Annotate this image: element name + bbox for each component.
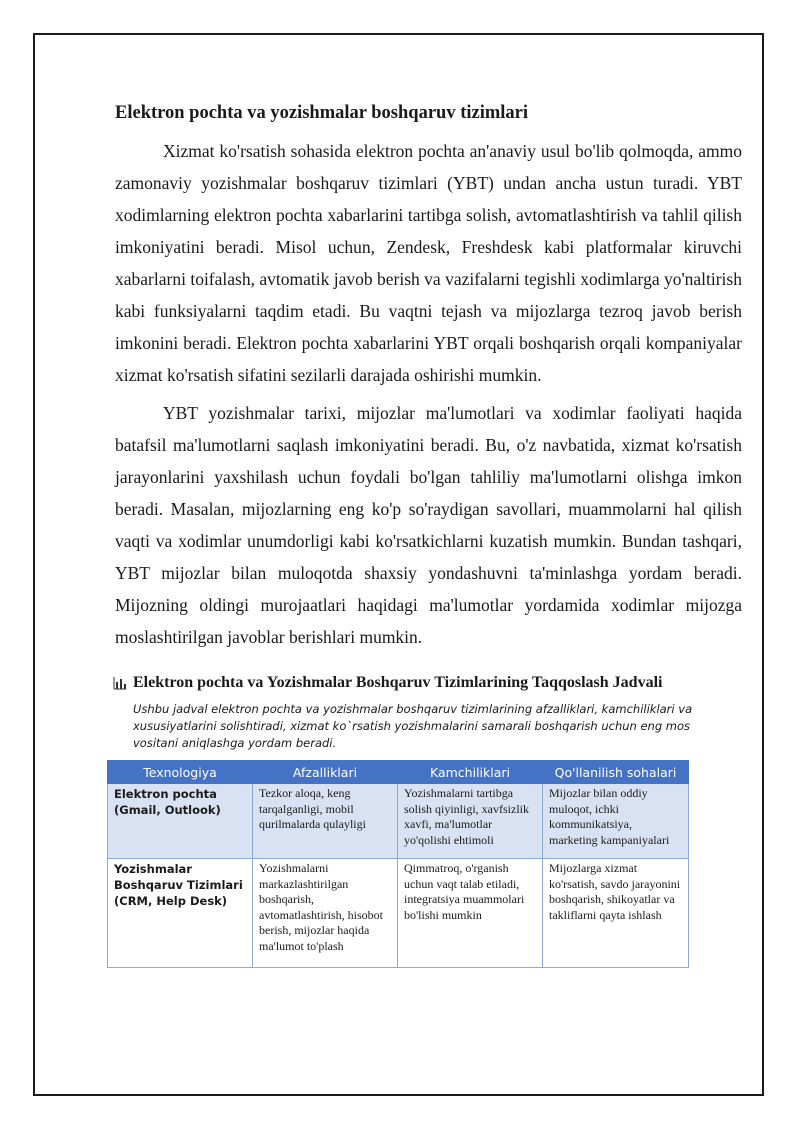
table-caption: Ushbu jadval elektron pochta va yozishmalar boshqaruv tizimlarining afzalliklari, kamchiliklari va xususiyatlarini solishtiradi, xizmat ko`rsatish yozishmalarini samarali boshqarish uchun eng mos vositani aniqlashga yordam beradi. — [133, 702, 693, 750]
header-advantages: Afzalliklari — [253, 761, 398, 784]
table-row — [108, 859, 689, 968]
paragraph-2: YBT yozishmalar tarixi, mijozlar ma'lumotlari va xodimlar faoliyati haqida batafsil ma'lumotlarni saqlash imkoniyatini beradi. Bu, o'z navbatida, xizmat ko'rsatish jarayonlarini yaxshilash uchun foydali bo'lgan tahliliy ma'lumotlarni olishga imkon beradi. Masalan, mijozlarning eng ko'p so'raydigan savollari, muammolarni hal qilish vaqti va xodimlar unumdorligi kabi ko'rsatkichlarni kuzatish mumkin. Bundan tashqari, YBT mijozlar bilan muloqotda shaxsiy yondashuvni ta'minlashga yordam beradi. Mijozning oldingi murojaatlari haqidagi ma'lumotlar yordamida xodimlar mijozga moslashtirilgan javoblar berishlari mumkin. — [115, 403, 742, 647]
table-header-row — [108, 761, 689, 784]
table-cell-advantages: Tezkor aloqa, keng tarqalganligi, mobil qurilmalarda qulayligi — [253, 784, 398, 859]
section-heading: Elektron pochta va yozishmalar boshqaruv tizimlari — [115, 103, 529, 123]
table-cell-use-areas: Mijozlarga xizmat ko'rsatish, savdo jarayonini boshqarish, shikoyatlar va takliflarni qayta ishlash — [543, 859, 689, 968]
table-cell-disadvantages: Qimmatroq, o'rganish uchun vaqt talab etiladi, integratsiya muammolari bo'lishi mumkin — [398, 859, 543, 968]
table-cell-use-areas: Mijozlar bilan oddiy muloqot, ichki kommunikatsiya, marketing kampaniyalari — [543, 784, 689, 859]
table-cell-advantages: Yozishmalarni markazlashtirilgan boshqarish, avtomatlashtirish, hisobot berish, mijozlar haqida ma'lumot to'plash — [253, 859, 398, 968]
table-title: Elektron pochta va Yozishmalar Boshqaruv Tizimlarining Taqqoslash Jadvali — [133, 674, 663, 691]
bar-chart-icon — [113, 676, 127, 690]
header-disadvantages: Kamchiliklari — [398, 761, 543, 784]
table-cell-technology: Elektron pochta (Gmail, Outlook) — [108, 784, 253, 859]
comparison-table — [107, 760, 689, 968]
paragraph-1: Xizmat ko'rsatish sohasida elektron pochta an'anaviy usul bo'lib qolmoqda, ammo zamonaviy yozishmalar boshqaruv tizimlari (YBT) undan ancha ustun turadi. YBT xodimlarning elektron pochta xabarlarini tartibga solish, avtomatlashtirish va tahlil qilish imkoniyatini beradi. Misol uchun, Zendesk, Freshdesk kabi platformalar kiruvchi xabarlarni toifalash, avtomatik javob berish va vazifalarni tegishli xodimlarga yo'naltirish kabi funksiyalarni taqdim etadi. Bu vaqtni tejash va mijozlarga tezroq javob berish imkonini beradi. Elektron pochta xabarlarini YBT orqali boshqarish orqali kompaniyalar xizmat ko'rsatish sifatini sezilarli darajada oshirishi mumkin. — [115, 141, 742, 385]
table-cell-disadvantages: Yozishmalarni tartibga solish qiyinligi, xavfsizlik xavfi, ma'lumotlar yo'qolishi ehtimoli — [398, 784, 543, 859]
table-title-row — [113, 673, 742, 693]
table-cell-technology: Yozishmalar Boshqaruv Tizimlari (CRM, Help Desk) — [108, 859, 253, 968]
document-body — [115, 101, 742, 968]
header-technology: Texnologiya — [108, 761, 253, 784]
header-use-areas: Qo'llanilish sohalari — [543, 761, 689, 784]
table-row — [108, 784, 689, 859]
